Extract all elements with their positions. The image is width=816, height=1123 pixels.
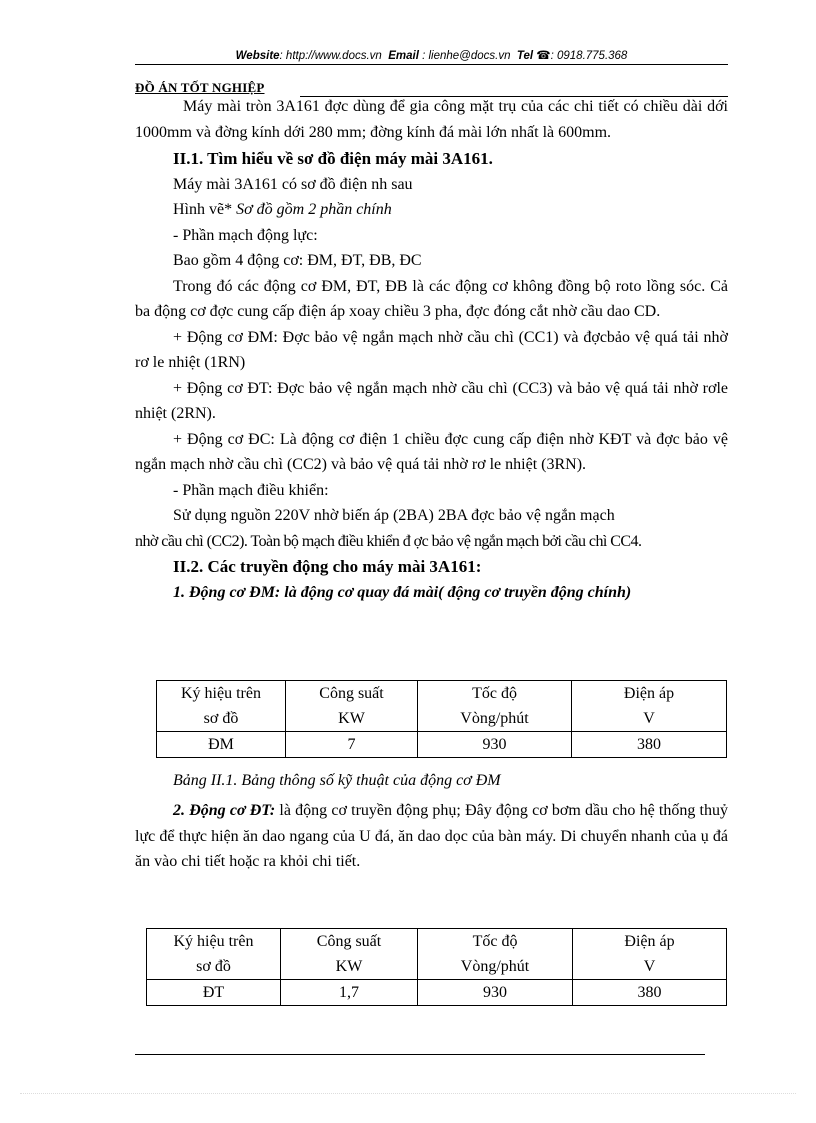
line-schematic: Máy mài 3A161 có sơ đồ điện nh sau	[173, 175, 413, 193]
header-cell: Điện áp V	[572, 681, 727, 732]
website-label: Website	[235, 50, 280, 62]
header-cell: Tốc độ Vòng/phút	[418, 929, 573, 980]
spec-table-dm	[156, 680, 727, 758]
paragraph-motor-dt-desc	[135, 798, 728, 875]
header-cell: Ký hiệu trên sơ đồ	[157, 681, 286, 732]
website-value: : http://www.docs.vn	[279, 50, 382, 62]
paragraph-motor-dm: + Động cơ ĐM: Đợc bảo vệ ngắn mạch nhờ cầu chì (CC1) và đợcbảo vệ quá tải nhờ rơ le nhiệt (1RN)	[135, 328, 728, 371]
body-upper	[135, 94, 728, 605]
body-lower	[135, 798, 728, 875]
paragraph-motor-types: Trong đó các động cơ ĐM, ĐT, ĐB là các động cơ không đồng bộ roto lồng sóc. Cả ba động cơ đợc cung cấp điện áp xoay chiều 3 pha, đợc đóng cắt nhờ cầu dao CD.	[135, 277, 728, 320]
table-caption: Bảng II.1. Bảng thông số kỹ thuật của động cơ ĐM	[173, 772, 501, 789]
paragraph-motor-dt: + Động cơ ĐT: Đợc bảo vệ ngắn mạch nhờ cầu chì (CC3) và bảo vệ quá tải nhờ rơle nhiệt (2RN).	[135, 379, 728, 422]
table-cell: ĐT	[147, 980, 281, 1006]
table-header-row	[147, 929, 727, 980]
paragraph-intro: Máy mài tròn 3A161 đợc dùng để gia công mặt trụ của các chi tiết có chiều dài dới 1000mm và đờng kính dới 280 mm; đờng kính đá mài lớn nhất là 600mm.	[135, 98, 728, 141]
email-value: : lienhe@docs.vn	[422, 50, 511, 62]
table-row	[157, 732, 727, 758]
document-label: ĐỒ ÁN TỐT NGHIỆP	[135, 80, 265, 95]
line-figure	[135, 197, 728, 223]
heading-section-1: II.1. Tìm hiểu về sơ đồ điện máy mài 3A161.	[173, 149, 493, 168]
table-cell: 1,7	[281, 980, 418, 1006]
header-cell: Tốc độ Vòng/phút	[418, 681, 572, 732]
subheading-motor-dm: 1. Động cơ ĐM: là động cơ quay đá mài( động cơ truyền động chính)	[173, 583, 632, 601]
table-cell: 380	[572, 732, 727, 758]
page-header	[135, 48, 728, 65]
table-cell: 7	[286, 732, 418, 758]
table-cell: 930	[418, 980, 573, 1006]
table-cell: ĐM	[157, 732, 286, 758]
tel-value: : 0918.775.368	[550, 50, 628, 62]
line-control-circuit: - Phần mạch điều khiển:	[173, 481, 329, 499]
table-header-row	[157, 681, 727, 732]
heading-section-2: II.2. Các truyền động cho máy mài 3A161:	[173, 557, 482, 576]
paragraph-control-a: Sử dụng nguồn 220V nhờ biến áp (2BA) 2BA đợc bảo vệ ngắn mạch	[173, 507, 615, 524]
figure-prefix: Hình vẽ*	[173, 201, 237, 218]
header-cell: Điện áp V	[573, 929, 727, 980]
table-cell: 930	[418, 732, 572, 758]
tel-label: Tel ☎	[516, 50, 551, 62]
table-row	[147, 980, 727, 1006]
subheading-motor-dt: 2. Động cơ ĐT:	[173, 802, 276, 819]
line-power-circuit: - Phần mạch động lực:	[173, 226, 318, 244]
spec-table-dt	[146, 928, 727, 1006]
table-cell: 380	[573, 980, 727, 1006]
motor-dt-text: là động cơ truyền động phụ; Đây động cơ bơm dầu cho hệ thống thuỷ lực để thực hiện ăn dao ngang của U đá, ăn dao dọc của bàn máy. Di chuyển nhanh của ụ đá ăn vào chi tiết hoặc ra khỏi chi tiết.	[135, 802, 729, 870]
email-label: Email	[388, 50, 419, 62]
figure-title: Sơ đồ gồm 2 phần chính	[236, 201, 392, 218]
paragraph-control-b: nhờ cầu chì (CC2). Toàn bộ mạch điều khiển đ ợc bảo vệ ngắn mạch bởi cầu chì CC4.	[135, 532, 642, 550]
paragraph-motor-dc: + Động cơ ĐC: Là động cơ điện 1 chiều đợc cung cấp điện nhờ KĐT và đợc bảo vệ ngắn mạch nhờ cầu chì (CC2) và bảo vệ quá tải nhờ rơ le nhiệt (3RN).	[135, 430, 728, 473]
page-edge-dots	[20, 1093, 796, 1094]
line-motors: Bao gồm 4 động cơ: ĐM, ĐT, ĐB, ĐC	[173, 252, 422, 269]
header-cell: Công suất KW	[286, 681, 418, 732]
header-cell: Ký hiệu trên sơ đồ	[147, 929, 281, 980]
footer-rule	[135, 1054, 705, 1055]
header-cell: Công suất KW	[281, 929, 418, 980]
